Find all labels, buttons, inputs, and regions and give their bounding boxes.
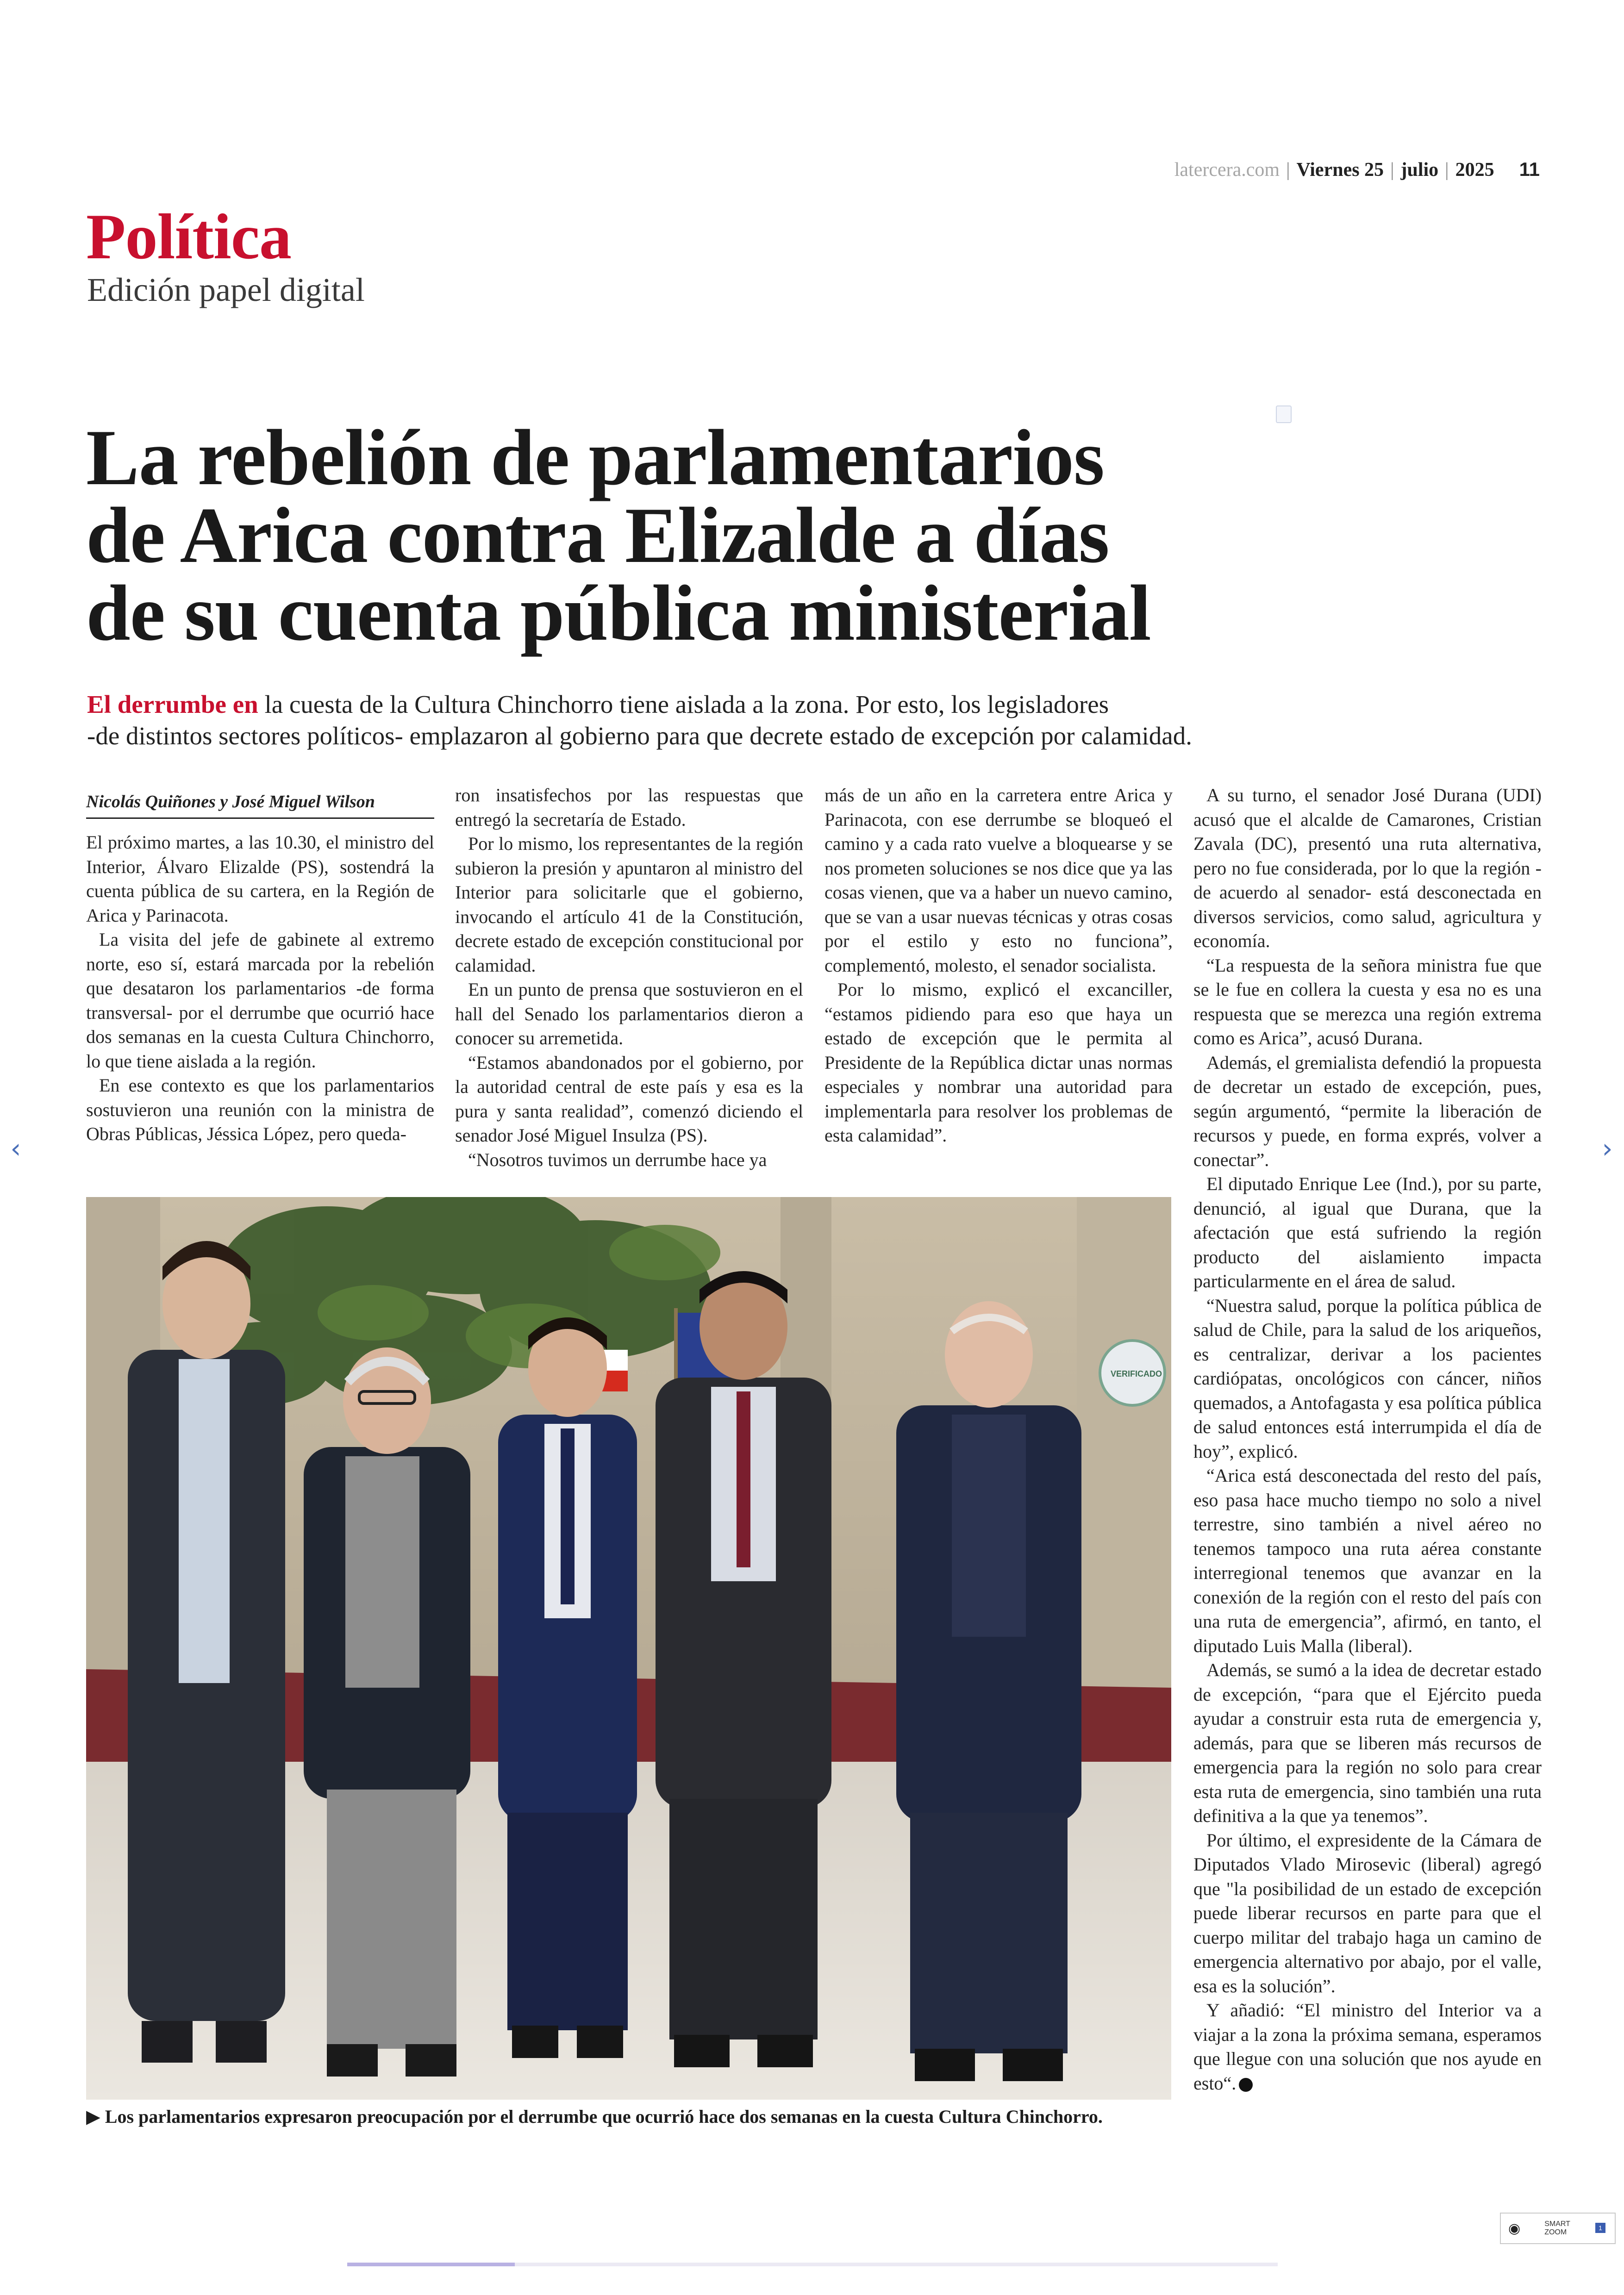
paragraph: En ese contexto es que los parlamentarios sostuvieron una reunión con la ministra de Obras Públicas, Jéssica López, pero queda- [86,1075,434,1144]
page-number: 11 [1519,158,1540,180]
paragraph: En un punto de prensa que sostuvieron en el hall del Senado los parlamentarios dieron a conocer su arremetida. [455,979,803,1048]
article-deck [87,689,1365,752]
chevron-right-icon: › [1602,1133,1613,1164]
paragraph: “Nosotros tuvimos un derrumbe hace ya [468,1149,767,1170]
paragraph: La visita del jefe de gabinete al extremo norte, eso sí, estará marcada por la rebelión que desataron los parlamentarios -de forma transversal- por el derrumbe que ocurrió hace dos semanas en la cuesta Cultura Chinchorro, lo que tiene aislada a la región. [86,929,434,1072]
issue-year: 2025 [1455,159,1494,181]
paragraph: Además, el gremialista defendió la propuesta de decretar un estado de excepción, pues, según argumentó, “permite la liberación de recursos y puede, en forma exprés, volver a conectar”. [1193,1052,1542,1170]
site-name: latercera.com [1174,159,1280,181]
byline: Nicolás Quiñones y José Miguel Wilson [86,792,434,819]
headline-line: de Arica contra Elizalde a días [86,492,1109,580]
article-column-3 [824,783,1173,1148]
separator: | [1390,159,1394,181]
zoom-label-line: ZOOM [1544,2228,1567,2236]
deck-text: -de distintos sectores políticos- emplazaron al gobierno para que decrete estado de excepción por calamidad. [87,722,1192,750]
edition-label: Edición papel digital [87,271,365,308]
zoom-label-line: SMART [1544,2220,1570,2228]
end-of-article-icon [1239,2078,1253,2092]
separator: | [1286,159,1290,181]
section-title: Política [86,201,291,273]
progress-fill [347,2263,515,2266]
issue-month: julio [1400,159,1439,181]
eye-icon: ◉ [1508,2220,1521,2236]
paragraph: Por último, el expresidente de la Cámara de Diputados Vlado Mirosevic (liberal) agregó que "la posibilidad de un estado de excepción puede liberar recursos en parte para que el cuerpo militar del trabajo haga un camino de emergencia alternativo por abajo, por el valle, esa es la solución”. [1193,1829,1542,1996]
deck-lead: El derrumbe en [87,690,258,718]
paragraph-text: Y añadió: “El ministro del Interior va a viajar a la zona la próxima semana, esperamos que llegue con una solución que nos ayude en esto“. [1193,2000,1542,2094]
person-1 [128,1241,285,2063]
page-indicator: 1 [1595,2223,1605,2233]
paragraph: El diputado Enrique Lee (Ind.), por su parte, denunció, al igual que Durana, que la afectación que está sufriendo la región producto del aislamiento impacta particularmente en el área de salud. [1193,1173,1542,1291]
headline-line: La rebelión de parlamentarios [86,414,1104,502]
paragraph [1193,1998,1542,2095]
article-column-1 [86,830,434,1147]
paragraph: Además, se sumó a la idea de decretar estado de excepción, “para que el Ejército pueda ayudar a construir esta ruta de emergencia y, además, para que se liberen más recursos de emergencia para la región no solo para crear esta ruta de emergencia, sino también una ruta definitiva a la que ya tenemos”. [1193,1659,1542,1826]
paragraph: más de un año en la carretera entre Arica y Parinacota, con ese derrumbe se bloqueó el camino y a cada rato vuelve a bloquearse y se nos prometen soluciones se nos dice que ya las cosas vienen, que va a haber un nuevo camino, que se van a usar nuevas técnicas y otras cosas por el estilo y esto no funciona”, complementó, molesto, el senador socialista. [824,785,1173,976]
separator: | [1445,159,1449,181]
chevron-left-icon: ‹ [10,1133,21,1164]
previous-page-button[interactable] [6,1132,25,1165]
photo-caption [86,2106,1171,2127]
verified-badge-text: VERIFICADO [1111,1369,1162,1378]
paragraph: “Estamos abandonados por el gobierno, por la autoridad central de este país y esa es la pura y santa realidad”, comenzó diciendo el senador José Miguel Insulza (PS). [455,1052,803,1146]
article-headline [86,414,1359,657]
paragraph: Por lo mismo, los representantes de la región subieron la presión y apuntaron al ministro del Interior para solicitarle que el gobierno, invocando el artículo 41 de la Constitución, decrete estado de excepción constitucional por calamidad. [455,833,803,976]
next-page-button[interactable] [1598,1132,1617,1165]
smart-zoom-label [1544,2220,1570,2237]
person-3 [498,1317,637,2058]
headline-line: de su cuenta pública ministerial [86,569,1151,657]
photo-illustration [86,1197,1171,2100]
paragraph: ron insatisfechos por las respuestas que entregó la secretaría de Estado. [455,785,803,830]
article-column-4 [1193,783,1542,2095]
deck-text: la cuesta de la Cultura Chinchorro tiene aislada a la zona. Por esto, los legisladores [258,690,1109,718]
person-4 [656,1271,831,2067]
paragraph: “Arica está desconectada del resto del país, eso pasa hace mucho tiempo no solo a nivel terrestre, sino también a nivel aéreo no tenemos tampoco una ruta aérea constante interregional tenemos que avanzar en la conexión de la región con el resto del país con una ruta de emergencia”, afirmó, en tanto, el diputado Luis Malla (liberal). [1193,1465,1542,1656]
paragraph: Por lo mismo, explicó el excanciller, “estamos pidiendo para eso que haya un estado de excepción que le permita al Presidente de la República dictar unas normas especiales y nombrar una autoridad para implementarla para resolver los problemas de esta calamidad”. [824,979,1173,1146]
caption-marker-icon: ▶ [86,2106,100,2127]
caption-text: Los parlamentarios expresaron preocupación por el derrumbe que ocurrió hace dos semanas en la cuesta Cultura Chinchorro. [105,2106,1103,2127]
paragraph: “Nuestra salud, porque la política pública de salud de Chile, para la salud de los ariqueños, es centralizar, derivar a los pacientes cardiópatas, oncológicos con cáncer, niños quemados, a Antofagasta y esa política pública de salud entonces está interrumpida el día de hoy”, explicó. [1193,1295,1542,1462]
article-photo[interactable] [86,1197,1171,2100]
smart-zoom-button[interactable] [1500,2213,1616,2244]
page-header-line [1174,158,1540,181]
reading-progress-bar[interactable] [347,2263,1278,2266]
issue-day: Viernes 25 [1296,159,1384,181]
person-2 [304,1347,470,2077]
article-column-2 [455,783,803,1172]
paragraph: El próximo martes, a las 10.30, el ministro del Interior, Álvaro Elizalde (PS), sostendrá la cuenta pública de su cartera, en la Región de Arica y Parinacota. [86,832,434,926]
paragraph: “La respuesta de la señora ministra fue que se le fue en collera la cuesta y esa no es una respuesta que se merezca una región extrema como es Arica”, acusó Durana. [1193,954,1542,1048]
paragraph: A su turno, el senador José Durana (UDI) acusó que el alcalde de Camarones, Cristian Zavala (DC), presentó una ruta alternativa, pero no fue considerada, por lo que la región -de acuerdo al senador- está desconectada en diversos servicios, como salud, agricultura y economía. [1193,785,1542,951]
person-5 [896,1301,1081,2081]
